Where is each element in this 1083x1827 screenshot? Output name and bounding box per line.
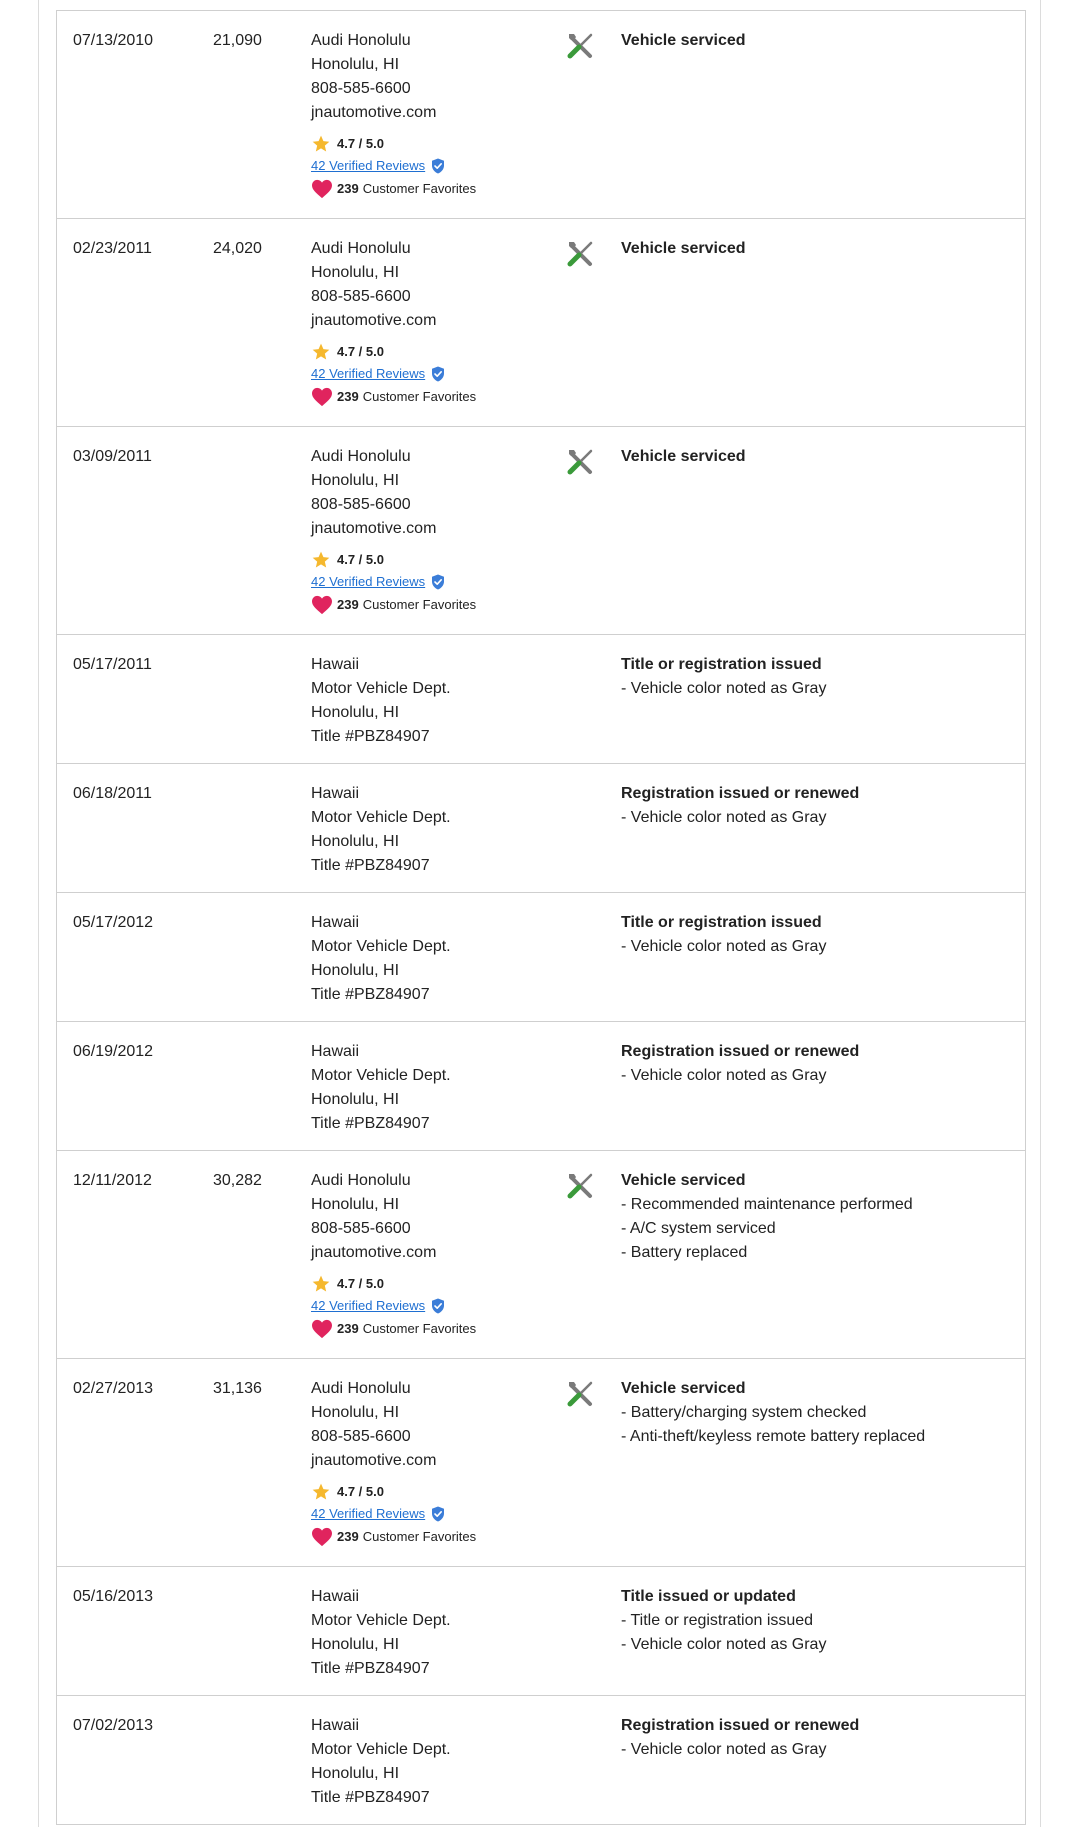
dealer-city: Honolulu, HI — [311, 1404, 400, 1421]
dealer-phone: 808-585-6600 — [311, 1220, 411, 1237]
rating-value: 4.7 / 5.0 — [337, 136, 384, 151]
vehicle-history-table — [56, 11, 1026, 1825]
row-source — [311, 1377, 476, 1549]
dmv-state: Hawaii — [311, 656, 360, 673]
heart-icon — [311, 1527, 333, 1547]
row-date: 02/27/2013 — [73, 1380, 154, 1397]
row-source — [311, 237, 476, 409]
favorites-count: 239 — [337, 181, 359, 196]
service-record-icon-cell — [565, 31, 595, 61]
dmv-title: Title #PBZ84907 — [311, 857, 430, 874]
comment-title: Title issued or updated — [621, 1588, 796, 1605]
row-source — [311, 653, 451, 749]
history-row — [57, 1696, 1025, 1825]
row-source — [311, 782, 451, 878]
dealer-reviews — [311, 363, 476, 385]
comment-title: Vehicle serviced — [621, 1172, 746, 1189]
dmv-title: Title #PBZ84907 — [311, 986, 430, 1003]
row-source — [311, 445, 476, 617]
service-record-icon-cell — [565, 239, 595, 269]
comment-item: - Vehicle color noted as Gray — [621, 938, 827, 955]
dealer-name: Audi Honolulu — [311, 240, 411, 257]
wrench-screwdriver-icon — [565, 1171, 595, 1201]
heart-icon — [311, 595, 333, 615]
verified-reviews-link[interactable]: 42 Verified Reviews — [311, 158, 426, 173]
dealer-rating — [311, 1273, 476, 1295]
row-comments — [621, 1169, 913, 1265]
comment-title: Registration issued or renewed — [621, 785, 860, 802]
row-date: 05/17/2012 — [73, 914, 154, 931]
verified-shield-icon — [431, 574, 445, 590]
dealer-favorites — [311, 177, 476, 201]
page-frame-right — [1040, 0, 1041, 1827]
rating-value: 4.7 / 5.0 — [337, 1484, 384, 1499]
verified-shield-icon — [431, 158, 445, 174]
dmv-dept: Motor Vehicle Dept. — [311, 1612, 451, 1629]
rating-value: 4.7 / 5.0 — [337, 1276, 384, 1291]
favorites-label: Customer Favorites — [362, 1529, 477, 1544]
history-row — [57, 11, 1025, 219]
rating-value: 4.7 / 5.0 — [337, 344, 384, 359]
wrench-screwdriver-icon — [565, 1379, 595, 1409]
heart-icon — [311, 387, 333, 407]
row-date: 05/17/2011 — [73, 656, 152, 673]
favorites-label: Customer Favorites — [362, 1321, 477, 1336]
dealer-rating — [311, 1481, 476, 1503]
row-comments — [621, 237, 746, 261]
dealer-city: Honolulu, HI — [311, 264, 400, 281]
dealer-city: Honolulu, HI — [311, 1196, 400, 1213]
dealer-name: Audi Honolulu — [311, 32, 411, 49]
dealer-city: Honolulu, HI — [311, 56, 400, 73]
row-comments — [621, 1040, 859, 1088]
row-date: 06/19/2012 — [73, 1043, 154, 1060]
dmv-state: Hawaii — [311, 785, 360, 802]
dmv-city: Honolulu, HI — [311, 1091, 400, 1108]
row-mileage: 21,090 — [213, 32, 262, 49]
star-icon — [311, 1482, 331, 1502]
dealer-phone: 808-585-6600 — [311, 1428, 411, 1445]
comment-item: - Vehicle color noted as Gray — [621, 1067, 827, 1084]
dealer-reviews — [311, 1503, 476, 1525]
row-date: 12/11/2012 — [73, 1172, 152, 1189]
dealer-website: jnautomotive.com — [311, 520, 437, 537]
verified-reviews-link[interactable]: 42 Verified Reviews — [311, 1298, 426, 1313]
dealer-website: jnautomotive.com — [311, 104, 437, 121]
comment-item: - Vehicle color noted as Gray — [621, 1636, 827, 1653]
row-date: 07/13/2010 — [73, 32, 154, 49]
heart-icon — [311, 1319, 333, 1339]
row-comments — [621, 911, 826, 959]
verified-shield-icon — [431, 1298, 445, 1314]
row-comments — [621, 653, 826, 701]
comment-item: - Vehicle color noted as Gray — [621, 809, 827, 826]
dealer-rating — [311, 341, 476, 363]
dmv-city: Honolulu, HI — [311, 1765, 400, 1782]
history-row — [57, 427, 1025, 635]
comment-title: Vehicle serviced — [621, 240, 746, 257]
row-date: 03/09/2011 — [73, 448, 152, 465]
comment-title: Title or registration issued — [621, 656, 822, 673]
dealer-phone: 808-585-6600 — [311, 80, 411, 97]
dmv-title: Title #PBZ84907 — [311, 1789, 430, 1806]
dmv-state: Hawaii — [311, 914, 360, 931]
row-source — [311, 29, 476, 201]
row-source — [311, 1169, 476, 1341]
comment-item: - Vehicle color noted as Gray — [621, 1741, 827, 1758]
favorites-label: Customer Favorites — [362, 389, 477, 404]
favorites-count: 239 — [337, 1321, 359, 1336]
comment-title: Registration issued or renewed — [621, 1043, 860, 1060]
verified-reviews-link[interactable]: 42 Verified Reviews — [311, 366, 426, 381]
dealer-reviews — [311, 155, 476, 177]
row-date: 05/16/2013 — [73, 1588, 154, 1605]
comment-title: Vehicle serviced — [621, 1380, 746, 1397]
verified-reviews-link[interactable]: 42 Verified Reviews — [311, 574, 426, 589]
dealer-phone: 808-585-6600 — [311, 496, 411, 513]
dmv-dept: Motor Vehicle Dept. — [311, 1741, 451, 1758]
star-icon — [311, 134, 331, 154]
dealer-name: Audi Honolulu — [311, 448, 411, 465]
page-frame-left — [38, 0, 39, 1827]
dmv-title: Title #PBZ84907 — [311, 1115, 430, 1132]
heart-icon — [311, 179, 333, 199]
dmv-city: Honolulu, HI — [311, 1636, 400, 1653]
star-icon — [311, 550, 331, 570]
comment-title: Vehicle serviced — [621, 448, 746, 465]
history-row — [57, 764, 1025, 893]
row-date: 02/23/2011 — [73, 240, 152, 257]
row-source — [311, 1585, 451, 1681]
comment-item: - A/C system serviced — [621, 1220, 776, 1237]
row-comments — [621, 1714, 859, 1762]
dmv-state: Hawaii — [311, 1717, 360, 1734]
dmv-city: Honolulu, HI — [311, 962, 400, 979]
dmv-title: Title #PBZ84907 — [311, 1660, 430, 1677]
row-source — [311, 1714, 451, 1810]
row-mileage: 24,020 — [213, 240, 262, 257]
history-row — [57, 219, 1025, 427]
row-mileage: 30,282 — [213, 1172, 262, 1189]
row-date: 06/18/2011 — [73, 785, 152, 802]
verified-reviews-link[interactable]: 42 Verified Reviews — [311, 1506, 426, 1521]
comment-title: Registration issued or renewed — [621, 1717, 860, 1734]
row-mileage: 31,136 — [213, 1380, 262, 1397]
row-comments — [621, 1377, 925, 1449]
comment-item: - Vehicle color noted as Gray — [621, 680, 827, 697]
history-row — [57, 1151, 1025, 1359]
dealer-rating — [311, 133, 476, 155]
wrench-screwdriver-icon — [565, 239, 595, 269]
dmv-dept: Motor Vehicle Dept. — [311, 1067, 451, 1084]
dmv-state: Hawaii — [311, 1588, 360, 1605]
favorites-count: 239 — [337, 1529, 359, 1544]
comment-title: Title or registration issued — [621, 914, 822, 931]
history-row — [57, 1359, 1025, 1567]
dealer-website: jnautomotive.com — [311, 1244, 437, 1261]
row-comments — [621, 1585, 826, 1657]
dealer-rating — [311, 549, 476, 571]
dealer-name: Audi Honolulu — [311, 1172, 411, 1189]
dealer-name: Audi Honolulu — [311, 1380, 411, 1397]
row-source — [311, 911, 451, 1007]
dealer-favorites — [311, 593, 476, 617]
favorites-count: 239 — [337, 389, 359, 404]
star-icon — [311, 1274, 331, 1294]
dealer-website: jnautomotive.com — [311, 1452, 437, 1469]
service-record-icon-cell — [565, 1171, 595, 1201]
wrench-screwdriver-icon — [565, 447, 595, 477]
dmv-title: Title #PBZ84907 — [311, 728, 430, 745]
verified-shield-icon — [431, 1506, 445, 1522]
comment-item: - Title or registration issued — [621, 1612, 814, 1629]
comment-item: - Battery/charging system checked — [621, 1404, 867, 1421]
comment-title: Vehicle serviced — [621, 32, 746, 49]
dmv-city: Honolulu, HI — [311, 833, 400, 850]
star-icon — [311, 342, 331, 362]
dmv-dept: Motor Vehicle Dept. — [311, 938, 451, 955]
comment-item: - Anti-theft/keyless remote battery replaced — [621, 1428, 926, 1445]
history-row — [57, 1022, 1025, 1151]
favorites-count: 239 — [337, 597, 359, 612]
row-source — [311, 1040, 451, 1136]
dealer-reviews — [311, 1295, 476, 1317]
service-record-icon-cell — [565, 1379, 595, 1409]
dealer-reviews — [311, 571, 476, 593]
verified-shield-icon — [431, 366, 445, 382]
history-row — [57, 635, 1025, 764]
dealer-favorites — [311, 385, 476, 409]
dealer-city: Honolulu, HI — [311, 472, 400, 489]
comment-item: - Battery replaced — [621, 1244, 748, 1261]
history-row — [57, 1567, 1025, 1696]
row-comments — [621, 782, 859, 830]
favorites-label: Customer Favorites — [362, 597, 477, 612]
row-comments — [621, 445, 746, 469]
history-row — [57, 893, 1025, 1022]
dmv-city: Honolulu, HI — [311, 704, 400, 721]
dmv-dept: Motor Vehicle Dept. — [311, 809, 451, 826]
dealer-website: jnautomotive.com — [311, 312, 437, 329]
row-comments — [621, 29, 746, 53]
dealer-favorites — [311, 1525, 476, 1549]
dmv-state: Hawaii — [311, 1043, 360, 1060]
service-record-icon-cell — [565, 447, 595, 477]
dealer-favorites — [311, 1317, 476, 1341]
rating-value: 4.7 / 5.0 — [337, 552, 384, 567]
dmv-dept: Motor Vehicle Dept. — [311, 680, 451, 697]
dealer-phone: 808-585-6600 — [311, 288, 411, 305]
comment-item: - Recommended maintenance performed — [621, 1196, 913, 1213]
wrench-screwdriver-icon — [565, 31, 595, 61]
favorites-label: Customer Favorites — [362, 181, 477, 196]
row-date: 07/02/2013 — [73, 1717, 154, 1734]
